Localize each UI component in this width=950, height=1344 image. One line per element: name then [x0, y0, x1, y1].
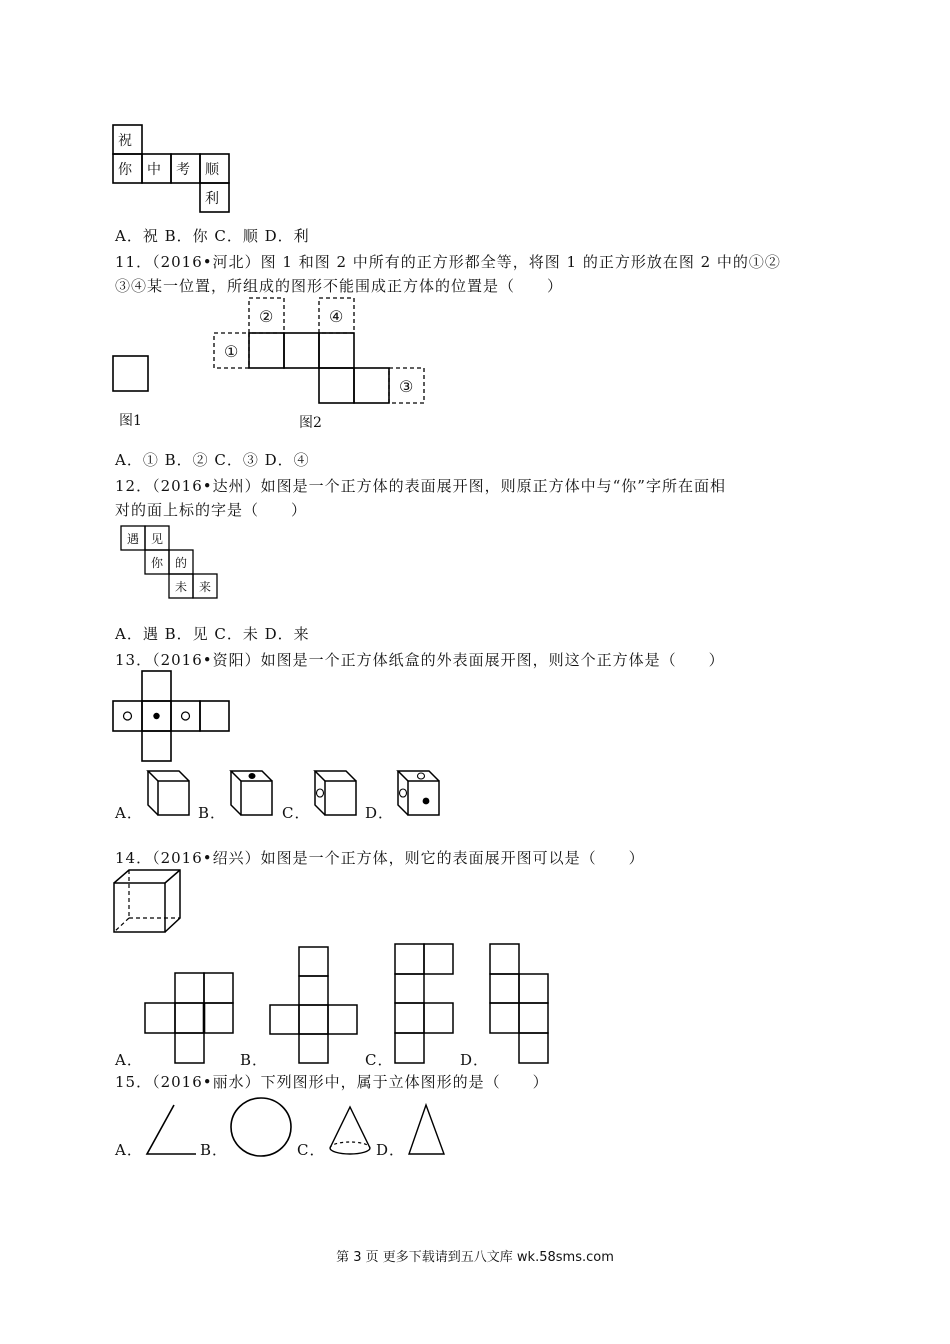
q14-option-a-net: [144, 972, 238, 1066]
q13-option-b-cube: [228, 768, 278, 820]
page-footer: 第 3 页 更多下载请到五八文库 wk.58sms.com: [336, 1250, 614, 1265]
q11-figure1-square: [112, 355, 152, 395]
q15-option-b-circle: [228, 1096, 296, 1160]
q11-options: A．① B．② C．③ D．④: [115, 451, 310, 469]
q10-net-char: 顺: [205, 162, 219, 178]
q14-option-c-net: [394, 943, 458, 1067]
q13-option-c-cube: [312, 768, 362, 820]
q11-label-2: ②: [259, 307, 274, 326]
q12-net-char: 遇: [127, 532, 140, 546]
q15-option-c-cone: [326, 1104, 374, 1160]
q13-stem: 13．（2016•资阳）如图是一个正方体纸盒的外表面展开图，则这个正方体是（ ）: [115, 651, 725, 669]
q10-net-char: 考: [176, 162, 190, 178]
q11-stem-line1: 11．（2016•河北）图 1 和图 2 中所有的正方形都全等，将图 1 的正方形放在图 2 中的①②: [115, 253, 781, 271]
q11-figure2-caption: 图2: [299, 415, 322, 431]
q15-option-d-label: D．: [376, 1141, 406, 1159]
q13-option-c-label: C．: [282, 804, 311, 822]
q14-option-b-net: [269, 946, 361, 1066]
q12-options: A．遇 B．见 C．未 D．来: [115, 625, 310, 643]
q10-options: A．祝 B．你 C．顺 D．利: [115, 227, 310, 245]
q14-option-b-label: B．: [240, 1051, 269, 1069]
q12-net-char: 见: [151, 532, 164, 546]
q15-option-a-angle: [144, 1102, 200, 1158]
q13-option-d-cube: [395, 768, 445, 820]
q10-net-char: 祝: [118, 133, 132, 149]
q10-net-char: 中: [147, 162, 161, 178]
q14-option-a-label: A．: [115, 1051, 143, 1069]
q10-net-char: 你: [118, 162, 132, 178]
q12-stem-line1: 12．（2016•达州）如图是一个正方体的表面展开图，则原正方体中与“你”字所在面相: [115, 477, 726, 495]
q14-option-c-label: C．: [365, 1051, 394, 1069]
q15-stem: 15．（2016•丽水）下列图形中，属于立体图形的是（ ）: [115, 1073, 549, 1091]
q14-option-d-net: [489, 943, 553, 1067]
q11-figure1-caption: 图1: [119, 413, 142, 429]
q13-option-d-label: D．: [365, 804, 395, 822]
q15-option-d-triangle: [404, 1102, 450, 1158]
q15-option-b-label: B．: [200, 1141, 229, 1159]
q12-stem-line2: 对的面上标的字是（ ）: [115, 501, 308, 519]
q10-net-char: 利: [205, 191, 219, 207]
q13-option-b-label: B．: [198, 804, 227, 822]
q11-stem-line2: ③④某一位置，所组成的图形不能围成正方体的位置是（ ）: [115, 277, 564, 295]
q13-option-a-cube: [145, 768, 195, 820]
q14-stem: 14．（2016•绍兴）如图是一个正方体，则它的表面展开图可以是（ ）: [115, 849, 645, 867]
q14-cube-figure: [112, 868, 184, 936]
q14-option-d-label: D．: [460, 1051, 490, 1069]
q15-option-c-label: C．: [297, 1141, 326, 1159]
q11-label-4: ④: [329, 307, 344, 326]
q12-net-char: 未: [175, 580, 188, 594]
q13-net-figure: [112, 670, 232, 762]
q12-net-char: 来: [199, 580, 212, 594]
q12-net-char: 你: [151, 556, 164, 570]
q11-label-3: ③: [399, 377, 414, 396]
q15-option-a-label: A．: [115, 1141, 143, 1159]
q11-figure2-net: [212, 296, 428, 406]
q13-option-a-label: A．: [115, 804, 143, 822]
q11-label-1: ①: [224, 342, 239, 361]
q12-net-char: 的: [175, 556, 188, 570]
